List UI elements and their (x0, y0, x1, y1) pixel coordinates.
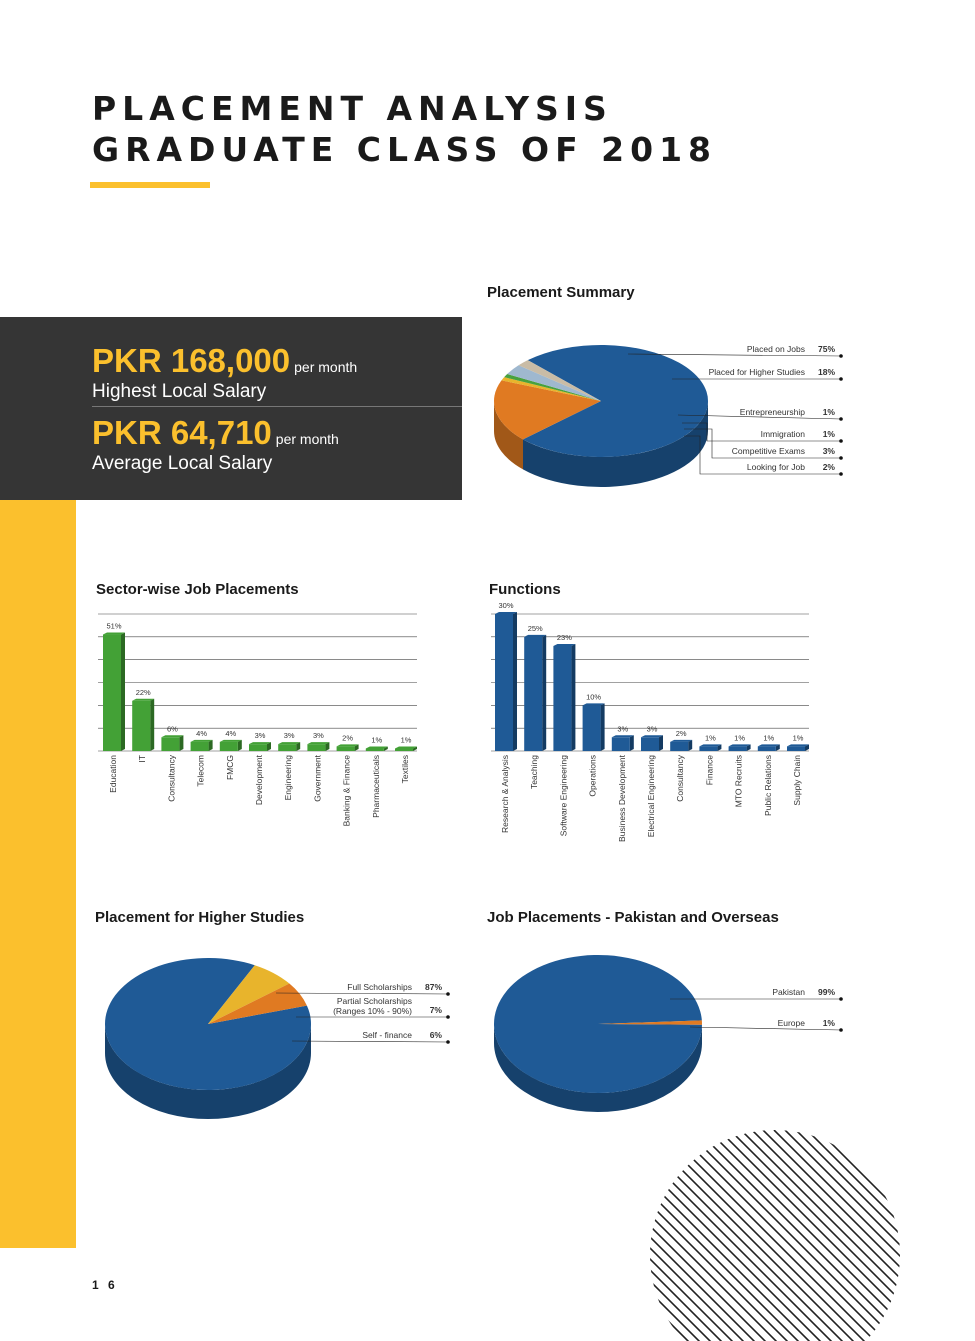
pie-value-partial-scholarships: 7% (429, 1005, 442, 1015)
bar-value-label-finance: 1% (704, 733, 716, 743)
bar-value-label-government: 3% (312, 731, 324, 741)
pie-value-competitive-exams: 3% (822, 446, 835, 456)
tick-label-software-engineering: Software Engineering (558, 755, 569, 837)
bar-value-label-development: 3% (254, 731, 266, 741)
tick-label-teaching: Teaching (529, 755, 540, 790)
bar-value-label-textiles: 1% (400, 735, 412, 745)
pie-label-immigration: Immigration (760, 429, 805, 439)
average-salary-amount: PKR 64,710 (92, 414, 272, 451)
pie-label-competitive-exams: Competitive Exams (731, 446, 805, 456)
hatch-line (873, 1130, 975, 1341)
bar-value-label-engineering: 3% (283, 731, 295, 741)
bar-value-label-electrical-engineering: 3% (646, 724, 658, 734)
tick-label-banking-finance: Banking & Finance (341, 755, 352, 827)
bar-value-label-consultancy: 6% (166, 724, 178, 734)
hatch-line (895, 1130, 975, 1341)
pie-label-europe: Europe (777, 1018, 805, 1028)
pakistan-overseas-title: Job Placements - Pakistan and Overseas (487, 909, 779, 926)
bar-value-label-supply-chain: 1% (792, 733, 804, 743)
bar-value-label-consultancy: 2% (675, 728, 687, 738)
tick-label-government: Government (312, 755, 323, 802)
hatch-line (840, 1130, 975, 1341)
tick-label-it: IT (137, 755, 148, 763)
pie-label-placed-on-jobs: Placed on Jobs (746, 344, 805, 354)
functions-title: Functions (489, 581, 561, 598)
hatch-line (763, 1130, 975, 1341)
pie-label-pakistan: Pakistan (772, 987, 805, 997)
pie-value-immigration: 1% (822, 429, 835, 439)
tick-label-development: Development (254, 755, 264, 806)
pie-label-looking-for-job: Looking for Job (746, 462, 805, 472)
page-title-line1: PLACEMENT ANALYSIS (92, 89, 613, 128)
hatch-line (433, 1130, 683, 1341)
hatch-line (400, 1130, 650, 1341)
bar-value-label-education: 51% (106, 621, 122, 631)
higher-studies-title: Placement for Higher Studies (95, 909, 305, 926)
hatch-line (444, 1130, 694, 1341)
pie-label-placed-for-higher-studies: Placed for Higher Studies (708, 367, 805, 377)
tick-label-public-relations: Public Relations (762, 755, 773, 816)
bar-value-label-business-development: 3% (617, 724, 629, 734)
pie-value-europe: 1% (822, 1018, 835, 1028)
pie-label2-partial-scholarships: (Ranges 10% - 90%) (333, 1006, 412, 1016)
tick-label-pharmaceuticals: Pharmaceuticals (370, 755, 381, 818)
pie-value-placed-for-higher-studies: 18% (817, 367, 835, 377)
placement-summary-title: Placement Summary (487, 284, 635, 301)
tick-label-textiles: Textiles (400, 755, 410, 784)
tick-label-fmcg: FMCG (224, 755, 235, 781)
tick-label-finance: Finance (704, 755, 715, 786)
bar-value-label-teaching: 25% (527, 623, 543, 633)
hatch-line (829, 1130, 975, 1341)
hatch-line (752, 1130, 975, 1341)
tick-label-education: Education (108, 755, 118, 793)
page-title-line2: GRADUATE CLASS OF 2018 (92, 130, 717, 169)
bar-value-label-research-analysis: 30% (498, 601, 514, 610)
tick-label-operations: Operations (587, 755, 598, 797)
pie-value-placed-on-jobs: 75% (817, 344, 835, 354)
pie-value-entrepreneurship: 1% (822, 407, 835, 417)
hatch-line (411, 1130, 661, 1341)
pie-value-self-finance: 6% (429, 1030, 442, 1040)
bar-value-label-mto-recruits: 1% (734, 733, 746, 743)
pie-value-full-scholarships: 87% (424, 982, 442, 992)
pie-label-partial-scholarships: Partial Scholarships (336, 996, 412, 1006)
tick-label-business-development: Business Development (616, 755, 627, 842)
bar-value-label-telecom: 4% (196, 728, 208, 738)
hatch-lines (400, 1130, 975, 1341)
bar-value-label-banking-finance: 2% (342, 733, 354, 743)
highest-salary-unit: per month (294, 359, 358, 375)
page-number: 1 6 (92, 1278, 118, 1292)
average-salary-unit: per month (275, 431, 339, 447)
bar-value-label-public-relations: 1% (763, 733, 775, 743)
highest-salary-label: Highest Local Salary (92, 381, 267, 402)
hatch-line (796, 1130, 975, 1341)
tick-label-electrical-engineering: Electrical Engineering (646, 755, 656, 838)
tick-label-supply-chain: Supply Chain (792, 755, 802, 806)
bar-value-label-pharmaceuticals: 1% (371, 735, 383, 745)
bar-value-label-software-engineering: 23% (556, 632, 572, 642)
highest-salary-amount: PKR 168,000 (92, 342, 291, 379)
hatch-line (422, 1130, 672, 1341)
tick-label-mto-recruits: MTO Recruits (733, 755, 744, 808)
pie-label-full-scholarships: Full Scholarships (347, 982, 412, 992)
sector-wise-title: Sector-wise Job Placements (96, 581, 299, 598)
bar-value-label-operations: 10% (586, 692, 602, 702)
pie-value-pakistan: 99% (817, 987, 835, 997)
pie-label-self-finance: Self - finance (362, 1030, 412, 1040)
pie-label-entrepreneurship: Entrepreneurship (739, 407, 805, 417)
bar-value-label-fmcg: 4% (225, 728, 237, 738)
tick-label-consultancy: Consultancy (166, 755, 177, 802)
pie-value-looking-for-job: 2% (822, 462, 835, 472)
tick-label-engineering: Engineering (283, 755, 294, 801)
tick-label-consultancy: Consultancy (675, 755, 686, 802)
tick-label-research-analysis: Research & Analysis (500, 755, 510, 833)
tick-label-telecom: Telecom (195, 755, 206, 787)
bar-value-label-it: 22% (135, 687, 151, 697)
average-salary-label: Average Local Salary (92, 453, 273, 474)
hatch-line (884, 1130, 975, 1341)
hatch-line (818, 1130, 975, 1341)
hatch-line (774, 1130, 975, 1341)
